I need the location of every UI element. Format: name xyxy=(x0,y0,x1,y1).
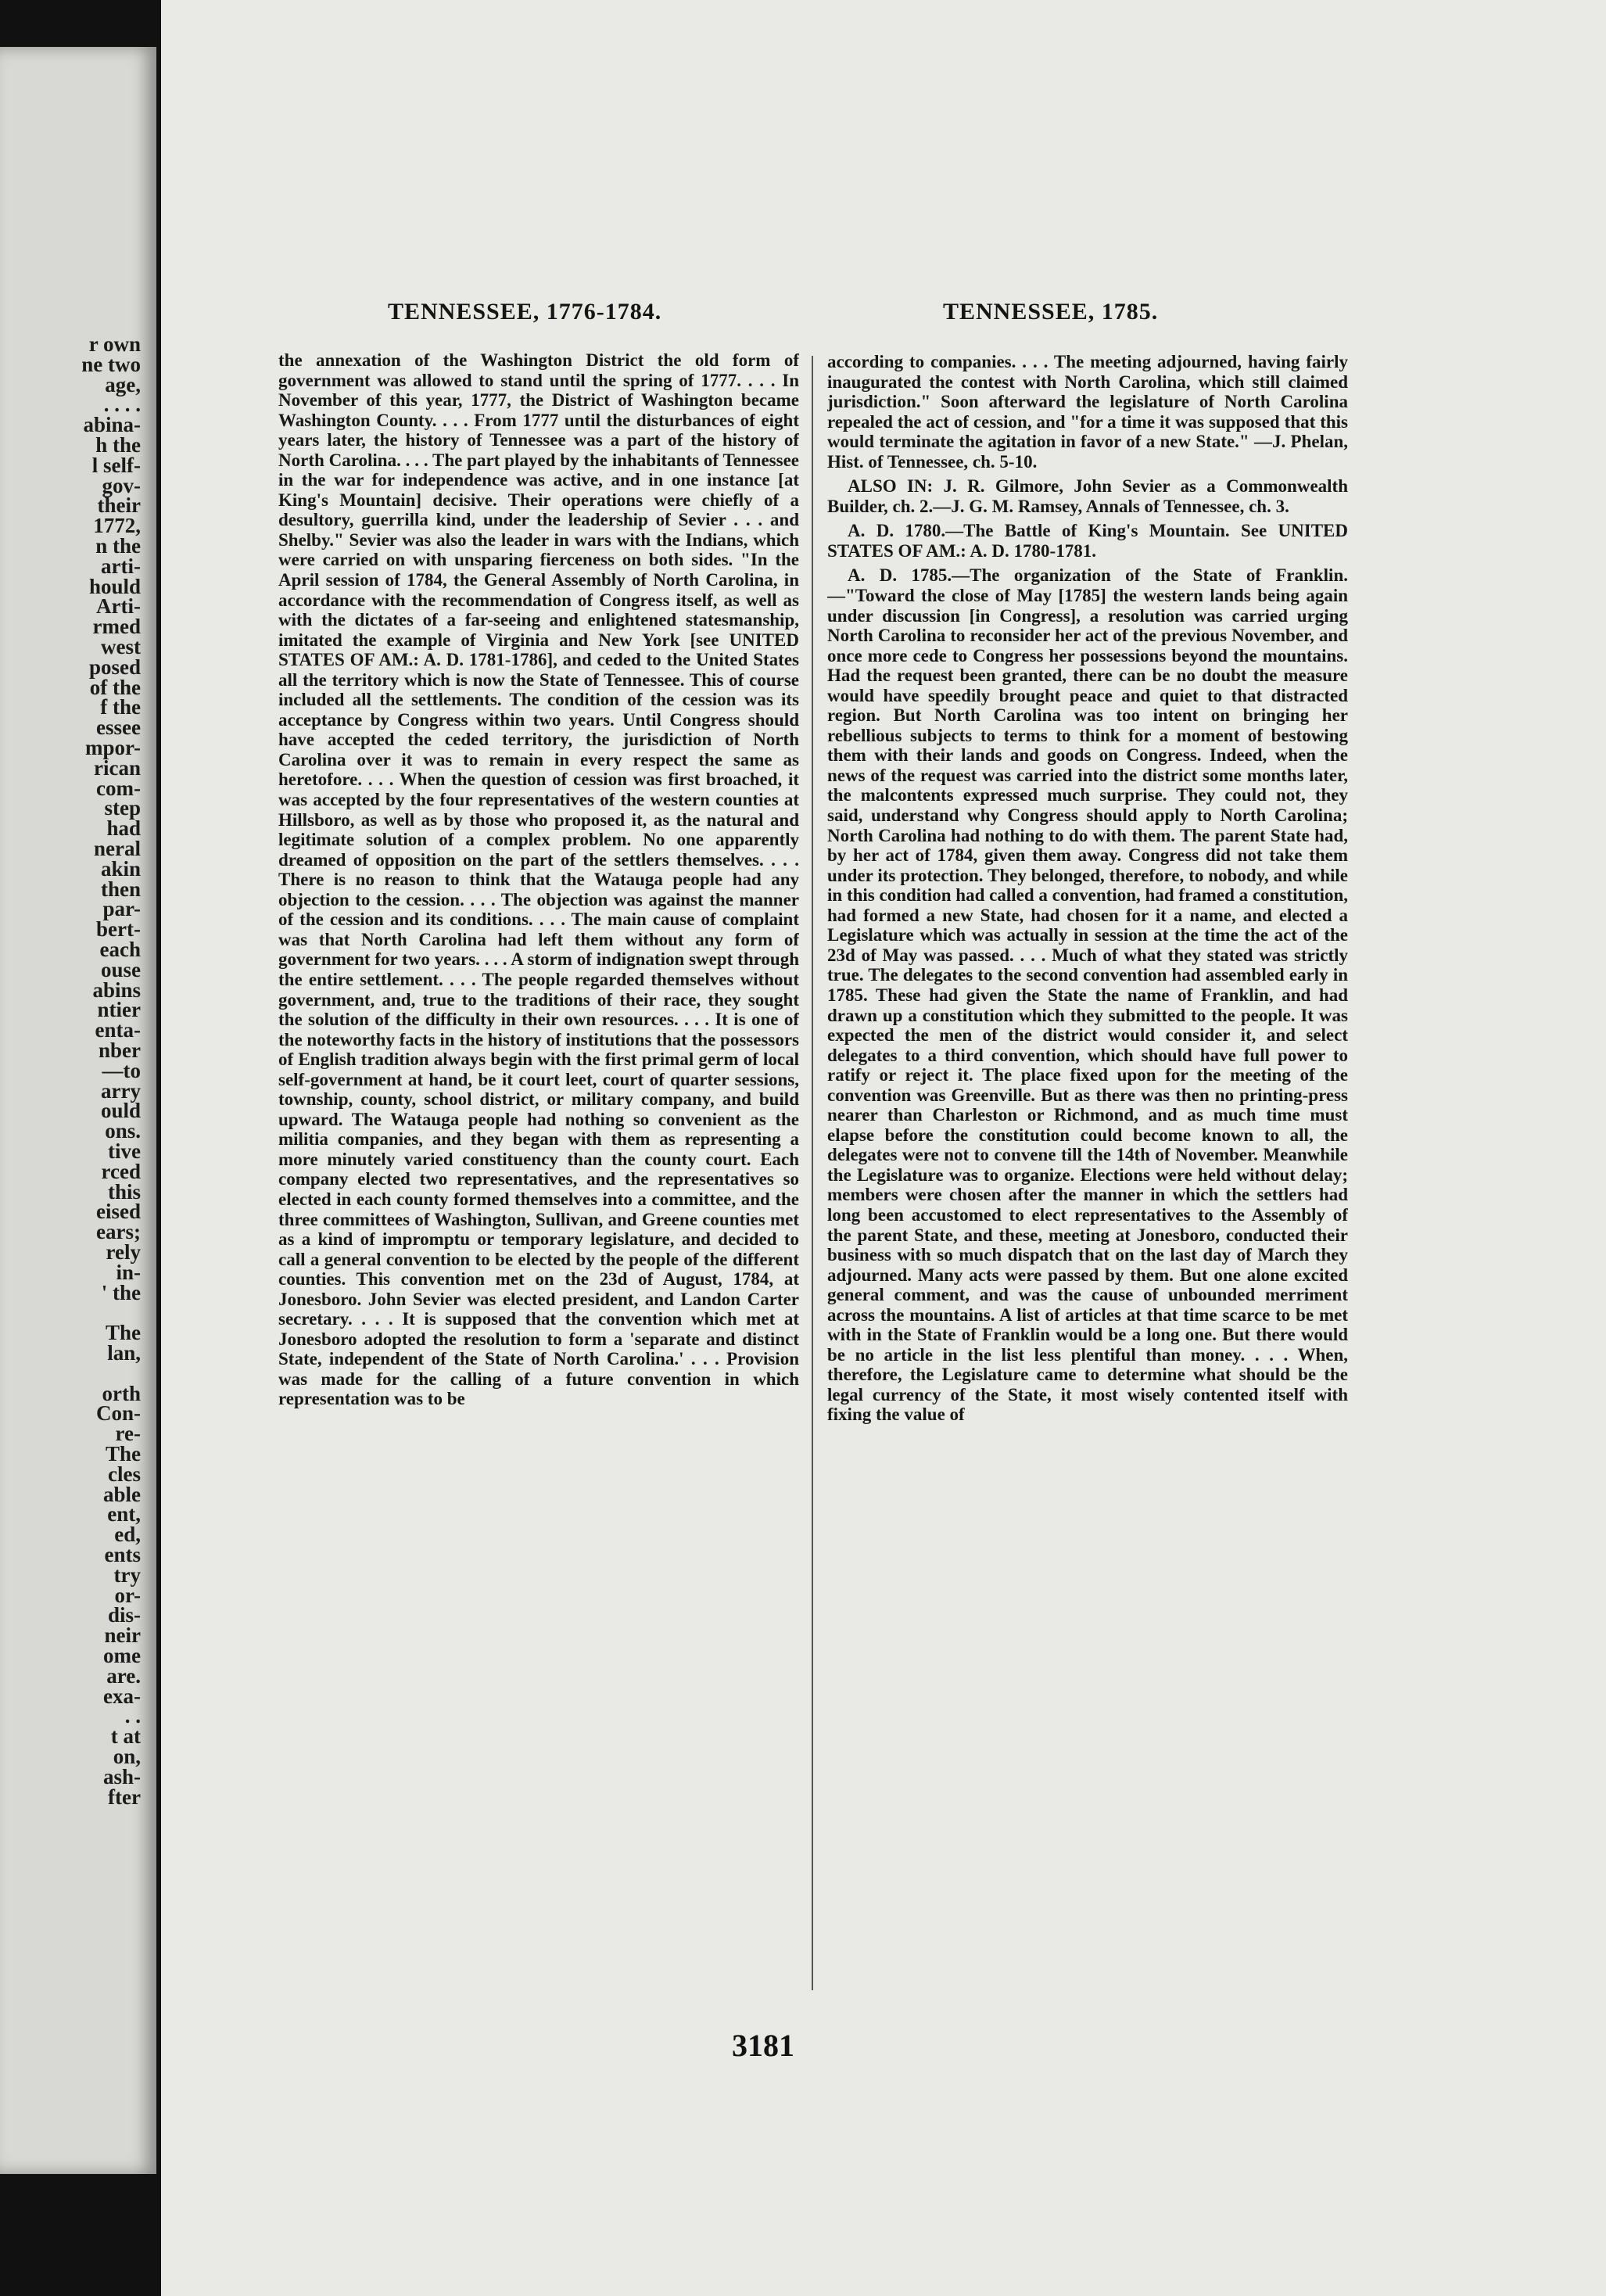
left-page-fragment: able xyxy=(102,1482,141,1506)
text-column-left xyxy=(278,350,799,1989)
running-header-right: TENNESSEE, 1785. xyxy=(943,299,1159,325)
entry-kings-mountain xyxy=(827,521,1348,561)
left-page-fragment: neir xyxy=(104,1623,141,1648)
left-page-fragment: are. xyxy=(106,1663,141,1688)
left-page-fragment: par- xyxy=(102,897,141,921)
left-page-fragment: try xyxy=(113,1562,141,1587)
left-page-fragment: step xyxy=(104,796,141,820)
left-page-fragment: r own xyxy=(88,332,141,356)
left-page-fragment: bert- xyxy=(96,917,141,942)
left-page-fragment: com- xyxy=(96,776,141,800)
left-page-fragment: enta- xyxy=(95,1018,141,1042)
left-page-fragment: cles xyxy=(108,1462,141,1486)
right-page xyxy=(161,0,1606,2296)
left-page-fragment: ould xyxy=(100,1099,141,1123)
left-page-fragment: rican xyxy=(94,755,141,780)
left-page-fragment: in- xyxy=(116,1260,141,1284)
left-page-edge xyxy=(0,47,156,2174)
left-page-fragment: 1772, xyxy=(93,514,141,538)
paragraph-also-in: ALSO IN: J. R. Gilmore, John Sevier as a Commonwealth Builder, ch. 2.—J. G. M. Ramsey, Annals of Tennessee, ch. 3. xyxy=(827,476,1348,516)
left-page-fragment: neral xyxy=(94,837,141,860)
left-page-fragment: fter xyxy=(108,1785,141,1809)
left-page-fragment: ne two xyxy=(81,352,141,376)
left-page-fragment: f the xyxy=(100,695,141,719)
left-page-fragment: re- xyxy=(115,1422,141,1446)
left-page-fragment: abina- xyxy=(83,413,141,437)
left-page-fragment: ed, xyxy=(114,1523,141,1547)
left-page-fragment: ons. xyxy=(105,1119,141,1143)
left-page-fragment: ash- xyxy=(102,1764,141,1788)
left-page-fragment: tive xyxy=(108,1139,141,1163)
entry-state-of-franklin xyxy=(827,565,1348,1425)
left-page-fragment: gov- xyxy=(102,473,141,497)
left-page-fragment: each xyxy=(99,938,141,961)
left-page-fragment: h the xyxy=(95,433,141,457)
left-page-fragment: ome xyxy=(103,1644,141,1667)
entry-body: See UNITED STATES OF AM.: A. D. 1780-1781. xyxy=(827,521,1348,561)
left-page-fragment: rmed xyxy=(92,615,141,639)
left-page-fragment: mpor- xyxy=(85,736,141,759)
left-page-fragment: hould xyxy=(88,574,141,598)
left-page-fragment: The xyxy=(105,1442,141,1465)
left-page-fragment: this xyxy=(107,1179,141,1204)
left-page-fragment: had xyxy=(106,816,141,841)
left-page-fragment: t at xyxy=(110,1724,141,1749)
left-page-fragment: arry xyxy=(101,1078,141,1103)
left-page-fragment: l self- xyxy=(91,453,141,477)
left-page-fragment: ouse xyxy=(100,957,141,981)
left-page-fragment: age, xyxy=(105,372,141,396)
left-page-fragment: of the xyxy=(89,675,141,699)
left-page-fragment: ent, xyxy=(107,1502,141,1526)
paragraph: the annexation of the Washington District the old form of government was allowed to stand until the spring of 1777. . . . In November of this year, 1777, the District of Washington became Washington County. . . . From 1777 until the disturbances of eight years later, the history of Tennessee was a part of the history of North Carolina. . . . The part played by the inhabitants of Tennessee in the war for independence was active, and in one instance [at King's Mountain] decisive. Their operations were chiefly of a desultory, guerrilla kind, under the leadership of Sevier . . . and Shelby." Sevier was also the leader in wars with the Indians, which were carried on with unsparing fierceness on both sides. "In the April session of 1784, the General Assembly of North Carolina, in accordance with the recommendation of Congress itself, as well as with the dictates of a far-seeing and enlightened statesmanship, imitated the example of Virginia and New York [see UNITED STATES OF AM.: A. D. 1781-1786], and ceded to the United States all the territory which is now the State of Tennessee. This of course included all the settlements. The condition of the cession was its acceptance by Congress within two years. Until Congress should have accepted the ceded territory, the jurisdiction of North Carolina over it was to remain in every respect the same as heretofore. . . . When the question of cession was first broached, it was accepted by the four representatives of the western counties at Hillsboro, as well as by those who proposed it, as the natural and legitimate solution of a complex problem. No one apparently dreamed of opposition on the part of the settlers themselves. . . . There is no reason to think that the Watauga people had any objection to the cession. . . . The objection was against the manner of the cession and its conditions. . . . The main cause of complaint was that North Carolina had left them without any form of government for two years. . . . A storm of indignation swept through the entire settlement. . . . The people regarded themselves without government, and, true to the traditions of their race, they sought the solution of the difficulty in their own resources. . . . It is one of the noteworthy facts in the history of institutions that the possessors of English tradition always begin with the first primal germ of local self-government at hand, be it court leet, court of quarter sessions, township, county, school district, or military company, and build upward. The Watauga people had nothing so convenient as the militia companies, and they began with them as representing a more minutely varied constituency than the county court. Each company elected two representatives, and the representatives so elected in each county formed themselves into a committee, and the three committees of Washington, Sullivan, and Greene counties met as a kind of impromptu or temporary legislature, and decided to call a general convention to be elected by the people of the different counties. This convention met on the 23d of August, 1784, at Jonesboro. John Sevier was elected president, and Landon Carter secretary. . . . It is supposed that the convention which met at Jonesboro adopted the resolution to form a 'separate and distinct State, independent of the State of North Carolina.' . . . Provision was made for the calling of a future convention in which representation was to be xyxy=(278,350,799,1409)
left-page-fragment: rely xyxy=(106,1240,141,1264)
left-page-fragment: Arti- xyxy=(96,594,141,619)
left-page-fragment: ents xyxy=(104,1543,141,1566)
left-page-fragment: . . . . xyxy=(103,393,141,417)
left-page-fragment: n the xyxy=(95,534,141,558)
left-page-fragment: The xyxy=(105,1321,141,1345)
paragraph: according to companies. . . . The meeting adjourned, having fairly inaugurated the contest with North Carolina, which still claimed jurisdiction." Soon afterward the legislature of North Carolina repealed the act of cession, and "for a time it was supposed that this would terminate the agitation in favor of a new State." —J. Phelan, Hist. of Tennessee, ch. 5-10. xyxy=(827,352,1348,472)
left-page-fragment: abins xyxy=(92,978,141,1002)
left-page-fragment: —to xyxy=(102,1058,141,1082)
left-page-fragment: eised xyxy=(96,1200,141,1224)
left-page-fragment: or- xyxy=(114,1583,141,1607)
left-page-fragment: posed xyxy=(88,655,141,679)
left-page-fragment: dis- xyxy=(107,1603,141,1627)
left-page-fragment: ears; xyxy=(96,1220,141,1244)
running-header-left: TENNESSEE, 1776-1784. xyxy=(388,299,662,325)
entry-heading: A. D. 1780.—The Battle of King's Mountain. xyxy=(848,521,1230,541)
column-divider xyxy=(812,356,813,1990)
left-page-fragment: their xyxy=(97,493,141,518)
text-column-right xyxy=(827,352,1348,1990)
left-page-fragment: ' the xyxy=(101,1280,141,1304)
page-number: 3181 xyxy=(732,2028,794,2063)
left-page-fragment: orth xyxy=(102,1381,141,1405)
left-page-fragment: akin xyxy=(100,856,141,881)
entry-heading: A. D. 1785.—The organization of the State of Franklin. xyxy=(848,565,1348,586)
left-page-fragment: . . xyxy=(124,1704,141,1728)
left-page-fragment: essee xyxy=(96,716,141,740)
left-page-fragment: arti- xyxy=(101,554,141,578)
left-page-fragment: lan, xyxy=(107,1341,141,1365)
left-page-fragment: then xyxy=(100,877,141,901)
left-page-fragment: rced xyxy=(101,1159,141,1183)
left-page-fragment: west xyxy=(101,635,141,658)
left-page-fragment: ntier xyxy=(97,998,141,1022)
left-page-fragment: on, xyxy=(113,1745,141,1768)
left-page-fragment: exa- xyxy=(103,1684,141,1708)
left-page-fragment: nber xyxy=(99,1039,141,1062)
entry-body: —"Toward the close of May [1785] the western lands being again under discussion [in Congress], a resolution was carried urging North Carolina to reconsider her act of the previous November, and once more cede to Congress her possessions beyond the mountains. Had the request been granted, there can be no doubt the measure would have speedily brought peace and quiet to that distracted region. But North Carolina was too intent on bringing her rebellious subjects to terms to think for a moment of bestowing them with their lands and goods on Congress. Indeed, when the news of the request was carried into the district some months later, the malcontents expressed much surprise. They could not, they said, understand why Congress should apply to North Carolina; North Carolina had nothing to do with them. The parent State had, by her act of 1784, given them away. Congress did not take them under its protection. They belonged, therefore, to nobody, and while in this condition had called a convention, had framed a constitution, had formed a new State, had chosen for it a name, and elected a Legislature which was actually in session at the time the act of the 23d of May was passed. . . . Much of what they stated was strictly true. The delegates to the second convention had assembled early in 1785. These had given the State the name of Franklin, and had drawn up a constitution which they submitted to the people. It was expected the men of the district would consider it, and select delegates to a third convention, which should have full power to ratify or reject it. The place fixed upon for the meeting of the convention was Greenville. But as there was then no printing-press nearer than Charleston or Richmond, and as much time must elapse before the constitution could become known to all, the delegates were not to convene till the 14th of November. Meanwhile the Legislature was to organize. Elections were held without delay; members were chosen after the manner in which the settlers had long been accustomed to elect representatives to the Assembly of the parent State, and these, meeting at Jonesboro, conducted their business with so much dispatch that on the last day of March they adjourned. Many acts were passed by them. But one alone excited general comment, and was the cause of unbounded merriment across the mountains. A list of articles at that time scarce to be met with in the State of Franklin would be a long one. But there would be no article in the list less plentiful than money. . . . When, therefore, the Legislature came to determine what should be the legal currency of the State, it most wisely contented itself with fixing the value of xyxy=(827,586,1348,1425)
left-page-fragment: Con- xyxy=(95,1401,141,1426)
